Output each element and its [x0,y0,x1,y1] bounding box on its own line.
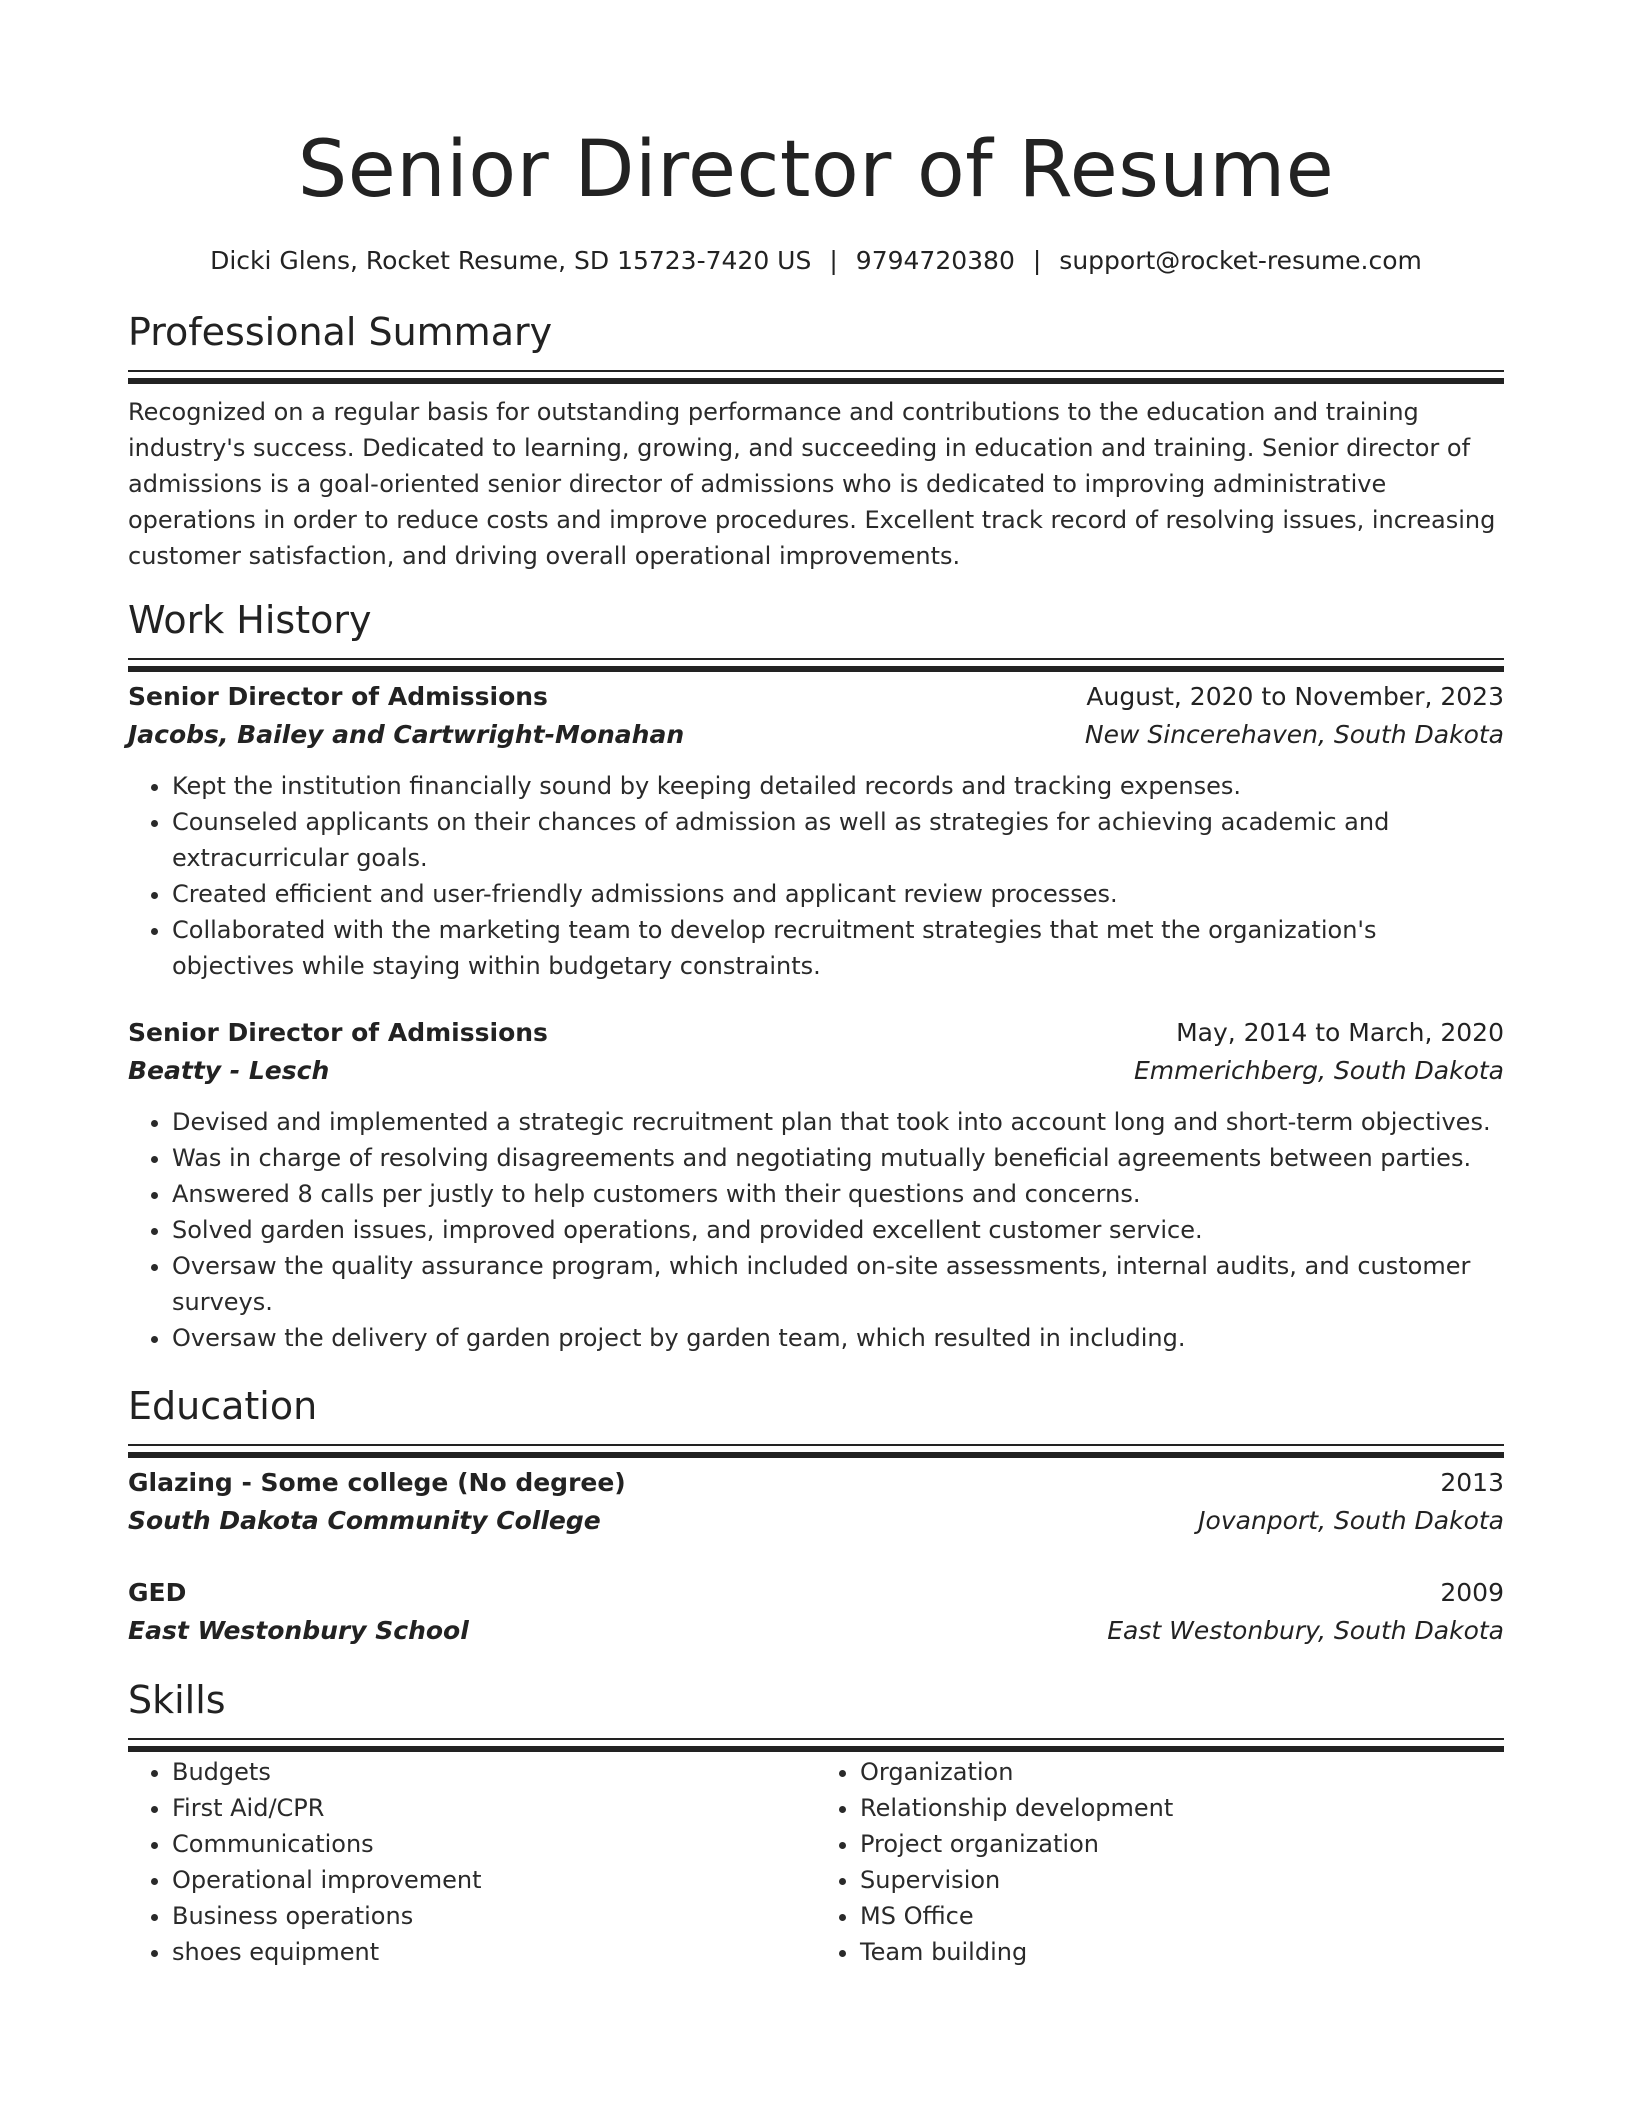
job-location: New Sincerehaven, South Dakota [1084,720,1504,749]
summary-section [128,308,1504,574]
skill-item: • Supervision [860,1862,1504,1898]
education-school: South Dakota Community College [128,1506,601,1535]
work-section [128,596,1504,1356]
list-item: • Collaborated with the marketing team to develop recruitment strategies that met the organization's objectives while staying within budgetary constraints. [172,912,1504,984]
section-title-skills: Skills [128,1678,226,1722]
list-item: • Created efficient and user-friendly admissions and applicant review processes. [172,876,1504,912]
skill-item: • MS Office [860,1898,1504,1934]
skill-item: • Communications [172,1826,816,1862]
education-year: 2009 [1440,1578,1504,1607]
education-year: 2013 [1440,1468,1504,1497]
skill-item: • Relationship development [860,1790,1504,1826]
skill-item: • Operational improvement [172,1862,816,1898]
skills-list-left [128,1754,816,1970]
list-item: • Counseled applicants on their chances of admission as well as strategies for achieving academic and extracurricular goals. [172,804,1504,876]
skills-section [128,1676,1504,1970]
list-item: • Kept the institution financially sound by keeping detailed records and tracking expenses. [172,768,1504,804]
education-section [128,1382,1504,1650]
contact-separator: | [829,246,838,275]
skills-columns [128,1740,1504,1970]
summary-text: Recognized on a regular basis for outstanding performance and contributions to the education and training industry's success. Dedicated to learning, growing, and succeeding in education and training. Senior director of admissions is a goal-oriented senior director of admissions who is dedicated to improving administrative operations in order to reduce costs and improve procedures. Excellent track record of resolving issues, increasing customer satisfaction, and driving overall operational improvements. [128,398,1496,570]
job-entry [128,1014,1504,1356]
contact-line [128,244,1504,278]
job-company: Beatty - Lesch [128,1056,330,1085]
contact-address: Dicki Glens, Rocket Resume, SD 15723-7420 US [210,246,812,275]
job-company: Jacobs, Bailey and Cartwright-Monahan [128,720,685,749]
skill-item: • Project organization [860,1826,1504,1862]
education-location: Jovanport, South Dakota [1198,1506,1504,1535]
list-item: • Solved garden issues, improved operations, and provided excellent customer service. [172,1212,1504,1248]
education-degree: Glazing - Some college (No degree) [128,1468,626,1497]
contact-email[interactable]: support@rocket-resume.com [1059,246,1422,275]
skills-list-right [816,1754,1504,1970]
list-item: • Was in charge of resolving disagreements and negotiating mutually beneficial agreements between parties. [172,1140,1504,1176]
job-bullets [128,1104,1504,1356]
job-location: Emmerichberg, South Dakota [1133,1056,1504,1085]
job-bullets [128,768,1504,984]
list-item: • Oversaw the quality assurance program, which included on-site assessments, internal audits, and customer surveys. [172,1248,1504,1320]
skill-item: • Budgets [172,1754,816,1790]
skill-item: • First Aid/CPR [172,1790,816,1826]
list-item: • Oversaw the delivery of garden project by garden team, which resulted in including. [172,1320,1504,1356]
resume-name: Senior Director of Resume [297,125,1335,215]
skill-item: • Organization [860,1754,1504,1790]
job-dates: August, 2020 to November, 2023 [1086,682,1504,711]
education-school: East Westonbury School [128,1616,469,1645]
contact-separator: | [1032,246,1042,275]
section-title-summary: Professional Summary [128,310,553,354]
education-location: East Westonbury, South Dakota [1107,1616,1504,1645]
education-entry [128,1574,1504,1650]
list-item: • Answered 8 calls per justly to help customers with their questions and concerns. [172,1176,1504,1212]
job-dates: May, 2014 to March, 2020 [1176,1018,1504,1047]
section-divider [128,1738,1504,1740]
section-divider [128,1444,1504,1446]
job-entry [128,678,1504,984]
education-degree: GED [128,1578,187,1607]
section-divider [128,658,1504,660]
contact-phone: 9794720380 [855,246,1015,275]
section-title-education: Education [128,1384,318,1428]
job-position: Senior Director of Admissions [128,682,548,711]
skill-item: • Team building [860,1934,1504,1970]
education-entry [128,1464,1504,1540]
skill-item: • Business operations [172,1898,816,1934]
section-divider [128,370,1504,372]
list-item: • Devised and implemented a strategic recruitment plan that took into account long and short-term objectives. [172,1104,1504,1140]
section-title-work: Work History [128,598,372,642]
skill-item: • shoes equipment [172,1934,816,1970]
job-position: Senior Director of Admissions [128,1018,548,1047]
